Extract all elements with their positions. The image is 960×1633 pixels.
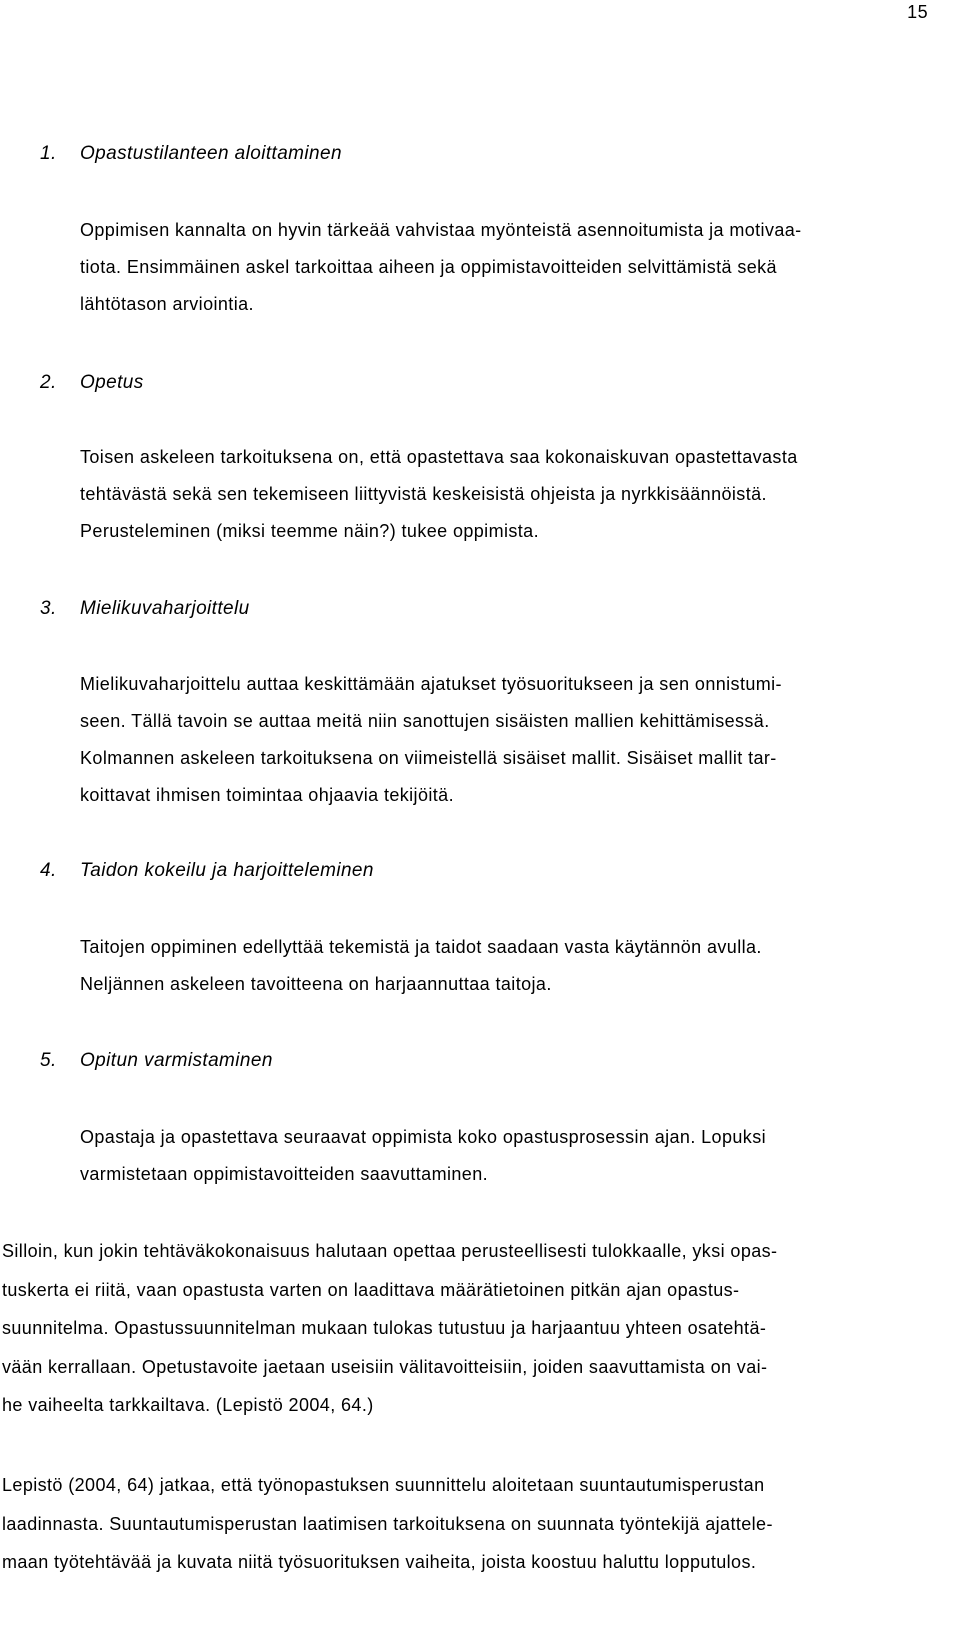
section-2-heading (40, 372, 144, 394)
text-line: tiota. Ensimmäinen askel tarkoittaa aiheen ja oppimistavoitteiden selvittämistä sekä (80, 257, 777, 277)
text-line: Taitojen oppiminen edellyttää tekemistä ja taidot saadaan vasta käytännön avulla. (80, 937, 762, 957)
section-title: Taidon kokeilu ja harjoitteleminen (80, 860, 374, 881)
text-line: Toisen askeleen tarkoituksena on, että opastettava saa kokonaiskuvan opastettavasta (80, 447, 798, 467)
text-line: Opastaja ja opastettava seuraavat oppimista koko opastusprosessin ajan. Lopuksi (80, 1127, 766, 1147)
text-line: Kolmannen askeleen tarkoituksena on viimeistellä sisäiset mallit. Sisäiset mallit tar- (80, 748, 777, 768)
section-1-heading (40, 143, 342, 165)
text-line: laadinnasta. Suuntautumisperustan laatimisen tarkoituksena on suunnata työntekijä ajattele- (2, 1513, 773, 1534)
section-number: 2. (40, 372, 57, 393)
section-title: Opastustilanteen aloittaminen (80, 143, 342, 164)
text-line: koittavat ihmisen toimintaa ohjaavia tekijöitä. (80, 785, 454, 805)
section-4-paragraph (80, 929, 940, 1003)
section-number: 5. (40, 1050, 57, 1071)
text-line: vään kerrallaan. Opetustavoite jaetaan useisiin välitavoitteisiin, joiden saavuttamista on vai- (2, 1356, 768, 1377)
section-1-paragraph (80, 212, 940, 323)
text-line: Mielikuvaharjoittelu auttaa keskittämään ajatukset työsuoritukseen ja sen onnistumi- (80, 674, 782, 694)
section-5-heading (40, 1050, 273, 1072)
text-line: Silloin, kun jokin tehtäväkokonaisuus halutaan opettaa perusteellisesti tulokkaalle, yksi opas- (2, 1241, 778, 1261)
section-2-paragraph (80, 439, 940, 550)
body-paragraph-1 (2, 1232, 942, 1425)
section-number: 1. (40, 143, 57, 164)
text-line: tuskerta ei riitä, vaan opastusta varten on laadittava määrätietoinen pitkän ajan opastus- (2, 1279, 740, 1300)
section-title: Mielikuvaharjoittelu (80, 598, 250, 619)
section-3-heading (40, 598, 250, 620)
text-line: Lepistö (2004, 64) jatkaa, että työnopastuksen suunnittelu aloitetaan suuntautumisperustan (2, 1475, 765, 1495)
section-5-paragraph (80, 1119, 940, 1193)
section-number: 4. (40, 860, 57, 881)
text-line: Oppimisen kannalta on hyvin tärkeää vahvistaa myönteistä asennoitumista ja motivaa- (80, 220, 802, 240)
section-title: Opetus (80, 372, 144, 393)
text-line: varmistetaan oppimistavoitteiden saavuttaminen. (80, 1164, 489, 1184)
text-line: tehtävästä sekä sen tekemiseen liittyvistä keskeisistä ohjeista ja nyrkkisäännöistä. (80, 484, 767, 504)
text-line: lähtötason arviointia. (80, 294, 254, 314)
page-number: 15 (907, 2, 928, 22)
section-4-heading (40, 860, 374, 882)
body-paragraph-2 (2, 1466, 942, 1582)
text-line: Neljännen askeleen tavoitteena on harjaannuttaa taitoja. (80, 974, 552, 994)
section-3-paragraph (80, 666, 940, 814)
section-title: Opitun varmistaminen (80, 1050, 273, 1071)
text-line: Perusteleminen (miksi teemme näin?) tukee oppimista. (80, 521, 539, 541)
text-line: he vaiheelta tarkkailtava. (Lepistö 2004, 64.) (2, 1395, 374, 1415)
text-line: seen. Tällä tavoin se auttaa meitä niin sanottujen sisäisten mallien kehittämisessä. (80, 711, 770, 731)
text-line: suunnitelma. Opastussuunnitelman mukaan tulokas tutustuu ja harjaantuu yhteen osatehtä- (2, 1318, 767, 1338)
text-line: maan työtehtävää ja kuvata niitä työsuorituksen vaiheita, joista koostuu haluttu lopputulos. (2, 1552, 757, 1572)
section-number: 3. (40, 598, 57, 619)
